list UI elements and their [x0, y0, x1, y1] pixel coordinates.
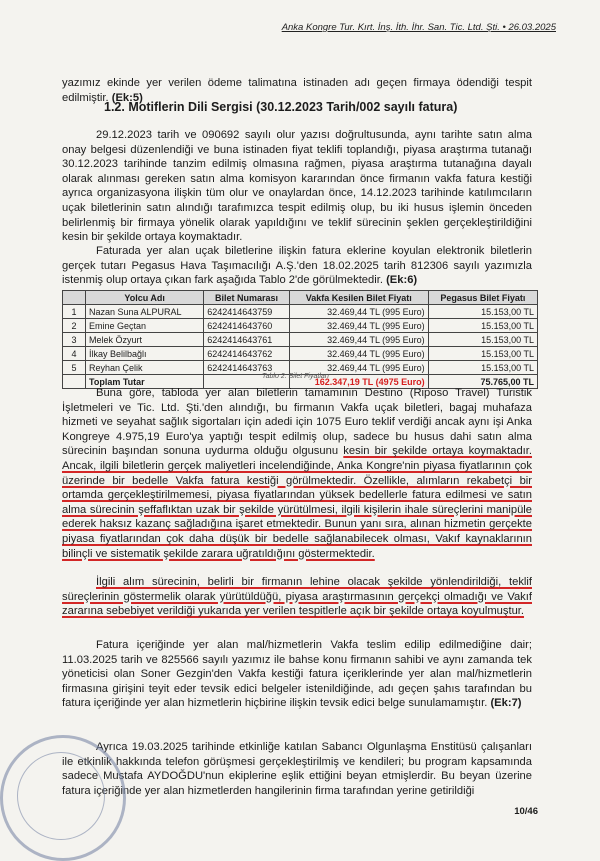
- paragraph-2: [62, 244, 532, 288]
- paragraph-6: [62, 740, 532, 798]
- intro-ek: (Ek:5): [111, 91, 143, 104]
- seal-stamp: [0, 735, 126, 861]
- row-passenger: Reyhan Çelik: [86, 361, 204, 375]
- table-row: [63, 333, 538, 347]
- row-index: 2: [63, 319, 86, 333]
- paragraph-4-text: İlgili alım sürecinin, belirli bir firmanın lehine olacak şekilde yönlendirildiği, teklif süreçlerinin göstermelik olarak yürütüldüğü, piyasa araştırmasının gerçekçi olmadığı ve Vakıf zararına sebebiyet verildiği yukarıda yer verilen tespitlerle açık bir şekilde ortaya koyulmuştur.: [62, 576, 532, 618]
- paragraph-5-text: Fatura içeriğinde yer alan mal/hizmetlerin Vakfa teslim edilip edilmediğine dair; 11.03.2025 tarih ve 825566 sayılı yazımız ile bahse konu firmanın sahibi ve aynı zamanda tek yöneticisi olan Soner Gezgin'den Vakfa kestiği fatura içeriklerinde yer alan mal/hizmetlerin firmasına girişini teyit eder tevsik edici belgeler istenildiğinde, adı geçen şahıs tarafından bu fatura içeriğinde yer alan hizmetlerin hiçbirine ilişkin tevsik edici belge sunulamamıştır.: [62, 639, 532, 710]
- section-title: 1.2. Motiflerin Dili Sergisi (30.12.2023 Tarih/002 sayılı fatura): [104, 100, 458, 114]
- row-ticket-number: 6242414643759: [204, 305, 290, 319]
- row-pegasus-price: 15.153,00 TL: [428, 319, 537, 333]
- row-passenger: Nazan Suna ALPURAL: [86, 305, 204, 319]
- table-row: [63, 347, 538, 361]
- paragraph-5: [62, 638, 532, 711]
- paragraph-5-ek: (Ek:7): [490, 697, 522, 710]
- paragraph-3-text-a: Buna göre, tabloda yer alan biletlerin tamamının Destino (Riposo Travel) Turistik İşletmeleri ve Tic. Ltd. Şti.'den alındığı, bu firmanın Vakfa uçak biletleri, bagaj muhafaza hizmeti ve seyahat sağlık sigortaları için adedi için 1075 Euro teklif verdiği ancak aynı işi Anka Kongreye 4.975,19 Euro'ya yaptığı tespit edilmiş olup, sadece bu husus dahi satın alma sürecinin başından sonuna uydurma olduğu olgusunu: [62, 387, 532, 458]
- paragraph-6-text: Ayrıca 19.03.2025 tarihinde etkinliğe katılan Sabancı Olgunlaşma Enstitüsü çalışanları ile etkinlik hakkında telefon görüşmesi gerçekleştirilmiş ve kendileri; bu program kapsamında sadece Mustafa AYDOĞDU'nun ekiplerine eşlik ettiğini beyan etmişlerdir. Bu beyan üzerine fatura içeriğinde yer alan hizmetlerden hangilerinin firma tarafından yerine getirildiği: [62, 741, 532, 797]
- row-vakfa-price: 32.469,44 TL (995 Euro): [289, 347, 428, 361]
- row-passenger: İlkay Belilbağlı: [86, 347, 204, 361]
- total-pegasus-price: 75.765,00 TL: [428, 375, 537, 389]
- table-header-ticket-number: Bilet Numarası: [204, 291, 290, 305]
- table-caption: Tablo 2: Bilet Fiyatları: [262, 373, 330, 380]
- page-number: 10/46: [514, 806, 538, 817]
- row-pegasus-price: 15.153,00 TL: [428, 333, 537, 347]
- table-header-row: [63, 291, 538, 305]
- row-ticket-number: 6242414643761: [204, 333, 290, 347]
- row-ticket-number: 6242414643763: [204, 361, 290, 375]
- row-vakfa-price: 32.469,44 TL (995 Euro): [289, 361, 428, 375]
- row-index: 1: [63, 305, 86, 319]
- total-label: Toplam Tutar: [86, 375, 204, 389]
- seal-stamp-inner-ring: [17, 752, 105, 840]
- row-index: 4: [63, 347, 86, 361]
- page-header: Anka Kongre Tur. Kırt. İnş. İth. İhr. San. Tic. Ltd. Şti. • 26.03.2025: [281, 22, 556, 33]
- paragraph-3-text-highlighted: kesin bir şekilde ortaya koymaktadır. Ancak, ilgili biletlerin gerçek maliyetleri incelendiğinde, Anka Kongre'nin piyasa fiyatlarının çok üzerinde bir bedelle Vakfa fatura kestiği görülmektedir. Özellikle, alımların rekabetçi bir ortamda gerçekleştirilmemesi, piyasa fiyatlarından yüksek bedellerle fatura edilmesi ve satın alma sürecinin şeffaflıktan uzak bir şekilde yürütülmesi, ilgili kişilerin ihale süreçlerini manipüle ederek haksız kazanç sağladığına işaret etmektedir. Bunun yanı sıra, alınan hizmetin gerçekte piyasa fiyatlarından çok daha düşük bir bedelle sağlanabilecek olması, Vakıf kaynaklarının bilinçli ve sistematik şekilde zarara uğratıldığını göstermektedir.: [62, 445, 533, 560]
- table-header-pegasus-price: Pegasus Bilet Fiyatı: [428, 291, 537, 305]
- row-passenger: Melek Özyurt: [86, 333, 204, 347]
- row-index: 5: [63, 361, 86, 375]
- paragraph-2-text: Faturada yer alan uçak biletlerine ilişkin fatura eklerine koyulan elektronik biletlerin gerçek tutarı Pegasus Hava Taşımacılığı A.Ş.'den 18.02.2025 tarih 812306 sayılı yazımızla istenmiş olup ortaya çıkan fark aşağıda Tablo 2'de görülmektedir.: [62, 245, 532, 287]
- row-passenger: Emine Geçtan: [86, 319, 204, 333]
- table-row: [63, 305, 538, 319]
- table-row: [63, 319, 538, 333]
- table-header-passenger: Yolcu Adı: [86, 291, 204, 305]
- row-ticket-number: 6242414643762: [204, 347, 290, 361]
- table-header-index: [63, 291, 86, 305]
- paragraph-3: [62, 386, 532, 561]
- row-pegasus-price: 15.153,00 TL: [428, 305, 537, 319]
- paragraph-1-text: 29.12.2023 tarih ve 090692 sayılı olur yazısı doğrultusunda, aynı tarihte satın alma onay belgesi düzenlendiği ve buna istinaden fiyat teklifi toplandığı, piyasa araştırma tutanağı 30.12.2023 tarihinde tanzim edilmiş olmasına rağmen, piyasa araştırma tutanağına dayalı olarak alınması gereken satın alma komisyon kararından önce firmanın vakfa fatura kestiği ayrıca organizasyona ilişkin tüm olur ve onaylardan önce, 14.12.2023 tarihinde katılımcıların uçak biletlerinin satın alındığı tarafımızca tespit edilmiş olup, bu iki husus işlemin önceden belirlenmiş bir firmaya yönelik olarak yapıldığını ve teklif sürecinin şeklen gerçekleştirildiğini kesin bir şekilde ortaya koymaktadır.: [62, 129, 532, 244]
- row-vakfa-price: 32.469,44 TL (995 Euro): [289, 305, 428, 319]
- paragraph-2-ek: (Ek:6): [386, 274, 418, 287]
- row-index: 3: [63, 333, 86, 347]
- intro-text: yazımız ekinde yer verilen ödeme talimatına istinaden adı geçen firmaya ödendiği tespit edilmiştir.: [62, 77, 532, 104]
- paragraph-1: [62, 128, 532, 245]
- row-vakfa-price: 32.469,44 TL (995 Euro): [289, 319, 428, 333]
- row-vakfa-price: 32.469,44 TL (995 Euro): [289, 333, 428, 347]
- total-vakfa-price: 162.347,19 TL (4975 Euro): [289, 375, 428, 389]
- row-ticket-number: 6242414643760: [204, 319, 290, 333]
- row-pegasus-price: 15.153,00 TL: [428, 361, 537, 375]
- table-header-vakfa-price: Vakfa Kesilen Bilet Fiyatı: [289, 291, 428, 305]
- row-pegasus-price: 15.153,00 TL: [428, 347, 537, 361]
- paragraph-4: [62, 575, 532, 619]
